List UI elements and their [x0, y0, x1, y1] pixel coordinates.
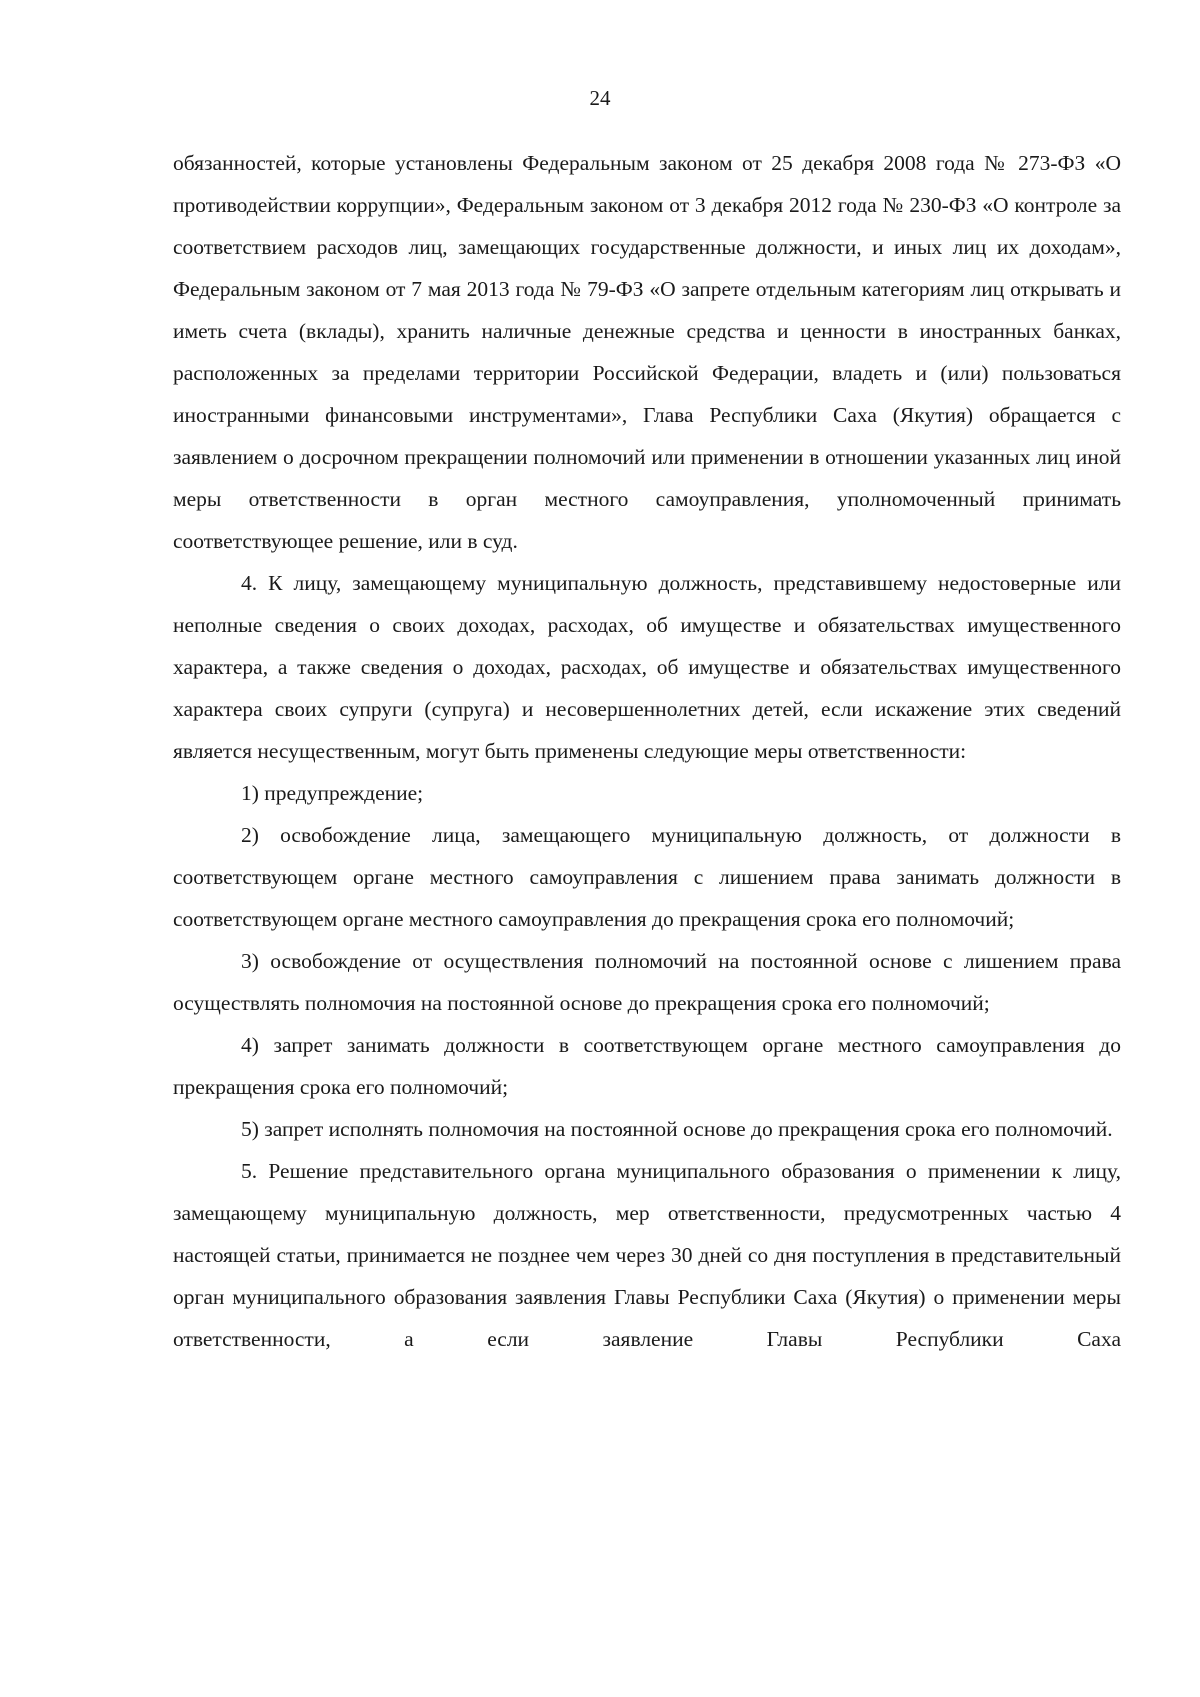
document-body	[173, 142, 1121, 1360]
list-item-5: 5) запрет исполнять полномочия на постоянной основе до прекращения срока его полномочий.	[241, 1117, 1113, 1141]
list-item-3: 3) освобождение от осуществления полномочий на постоянной основе с лишением права осуществлять полномочия на постоянной основе до прекращения срока его полномочий;	[173, 949, 1121, 1015]
list-item-2: 2) освобождение лица, замещающего муниципальную должность, от должности в соответствующем органе местного самоуправления с лишением права занимать должности в соответствующем органе местного самоуправления до прекращения срока его полномочий;	[173, 823, 1121, 931]
list-item-1: 1) предупреждение;	[241, 781, 424, 805]
paragraph-item-5: 5. Решение представительного органа муниципального образования о применении к лицу, замещающему муниципальную должность, мер ответственности, предусмотренных частью 4 настоящей статьи, принимается не позднее чем через 30 дней со дня поступления в представительный орган муниципального образования заявления Главы Республики Саха (Якутия) о применении меры ответственности, а если заявление Главы Республики Саха	[173, 1159, 1121, 1351]
page-number: 24	[589, 86, 611, 110]
paragraph-continuation: обязанностей, которые установлены Федеральным законом от 25 декабря 2008 года № 273-ФЗ «О противодействии коррупции», Федеральным законом от 3 декабря 2012 года № 230-ФЗ «О контроле за соответствием расходов лиц, замещающих государственные должности, и иных лиц их доходам», Федеральным законом от 7 мая 2013 года № 79-ФЗ «О запрете отдельным категориям лиц открывать и иметь счета (вклады), хранить наличные денежные средства и ценности в иностранных банках, расположенных за пределами территории Российской Федерации, владеть и (или) пользоваться иностранными финансовыми инструментами», Глава Республики Саха (Якутия) обращается с заявлением о досрочном прекращении полномочий или применении в отношении указанных лиц иной меры ответственности в орган местного самоуправления, уполномоченный принимать соответствующее решение, или в суд.	[173, 151, 1121, 553]
list-item-4: 4) запрет занимать должности в соответствующем органе местного самоуправления до прекращения срока его полномочий;	[173, 1033, 1121, 1099]
paragraph-item-4: 4. К лицу, замещающему муниципальную должность, представившему недостоверные или неполные сведения о своих доходах, расходах, об имуществе и обязательствах имущественного характера, а также сведения о доходах, расходах, об имуществе и обязательствах имущественного характера своих супруги (супруга) и несовершеннолетних детей, если искажение этих сведений является несущественным, могут быть применены следующие меры ответственности:	[173, 571, 1121, 763]
